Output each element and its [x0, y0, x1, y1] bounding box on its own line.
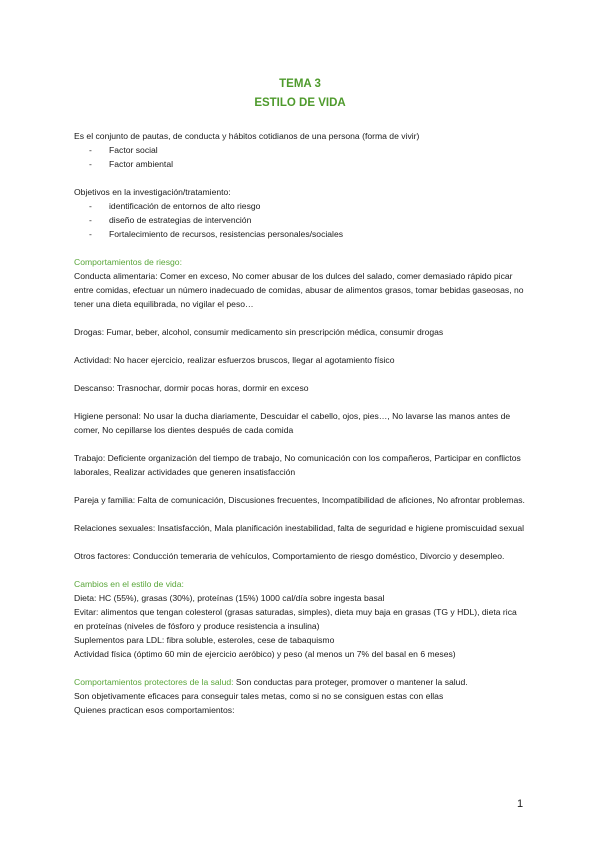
risk-paragraph-diet: Conducta alimentaria: Comer en exceso, No comer abusar de los dulces del salado, comer demasiado rápido picar entre comidas, efectuar un número inadecuado de comidas, abusar de alimentos grasos, tomar bebidas gaseosas, no tener una dieta equilibrada, no vigilar el peso…	[74, 271, 524, 309]
document-title: TEMA 3	[279, 78, 321, 90]
bullet-item: - Factor social	[74, 143, 526, 157]
bullet-item: - Factor ambiental	[74, 157, 526, 171]
protective-heading: Comportamientos protectores de la salud:	[74, 677, 234, 687]
bullet-item: - Fortalecimiento de recursos, resistencias personales/sociales	[74, 227, 526, 241]
objectives-bullet-list	[74, 199, 526, 241]
intro-bullet-list	[74, 143, 526, 171]
objectives-heading: Objetivos en la investigación/tratamiento:	[74, 187, 231, 197]
risk-paragraph-sexual: Relaciones sexuales: Insatisfacción, Mala planificación inestabilidad, falta de seguridad e higiene promiscuidad sexual	[74, 523, 525, 533]
document-subtitle: ESTILO DE VIDA	[254, 97, 346, 109]
risk-paragraph-other: Otros factores: Conducción temeraria de vehículos, Comportamiento de riesgo doméstico, Divorcio y desempleo.	[74, 551, 505, 561]
risk-paragraph-rest: Descanso: Trasnochar, dormir pocas horas, dormir en exceso	[74, 383, 309, 393]
risk-paragraph-hygiene: Higiene personal: No usar la ducha diariamente, Descuidar el cabello, ojos, pies…, No lavarse las manos antes de comer, No cepillarse los dientes después de cada comida	[74, 411, 511, 435]
protective-text: Son conductas para proteger, promover o mantener la salud.	[233, 677, 468, 687]
protective-line-2: Son objetivamente eficaces para conseguir tales metas, como si no se consiguen estas con ellas	[74, 691, 444, 701]
protective-line-3: Quienes practican esos comportamientos:	[74, 705, 235, 715]
intro-paragraph: Es el conjunto de pautas, de conducta y hábitos cotidianos de una persona (forma de vivir)	[74, 131, 420, 141]
changes-line-diet: Dieta: HC (55%), grasas (30%), proteínas (15%) 1000 cal/día sobre ingesta basal	[74, 593, 385, 603]
protective-paragraph	[74, 675, 526, 689]
risk-paragraph-work: Trabajo: Deficiente organización del tiempo de trabajo, No comunicación con los compañeros, Participar en conflictos laborales, Realizar actividades que generen insatisfacción	[74, 453, 521, 477]
changes-line-supplements: Suplementos para LDL: fibra soluble, esteroles, cese de tabaquismo	[74, 635, 335, 645]
risk-paragraph-activity: Actividad: No hacer ejercicio, realizar esfuerzos bruscos, llegar al agotamiento físico	[74, 355, 395, 365]
bullet-item: - diseño de estrategias de intervención	[74, 213, 526, 227]
document-body	[74, 129, 526, 717]
changes-line-avoid: Evitar: alimentos que tengan colesterol (grasas saturadas, simples), dieta muy baja en grasas (TG y HDL), dieta rica en proteínas (niveles de fósforo y produce resistencia a insulina)	[74, 607, 517, 631]
risk-paragraph-family: Pareja y familia: Falta de comunicación, Discusiones frecuentes, Incompatibilidad de aficiones, No afrontar problemas.	[74, 495, 525, 505]
changes-line-activity: Actividad física (óptimo 60 min de ejercicio aeróbico) y peso (al menos un 7% del basal en 6 meses)	[74, 649, 456, 659]
risk-paragraph-drugs: Drogas: Fumar, beber, alcohol, consumir medicamento sin prescripción médica, consumir drogas	[74, 327, 444, 337]
risk-heading: Comportamientos de riesgo:	[74, 257, 182, 267]
changes-heading: Cambios en el estilo de vida:	[74, 579, 184, 589]
bullet-item: - identificación de entornos de alto riesgo	[74, 199, 526, 213]
page-number: 1	[517, 798, 524, 810]
